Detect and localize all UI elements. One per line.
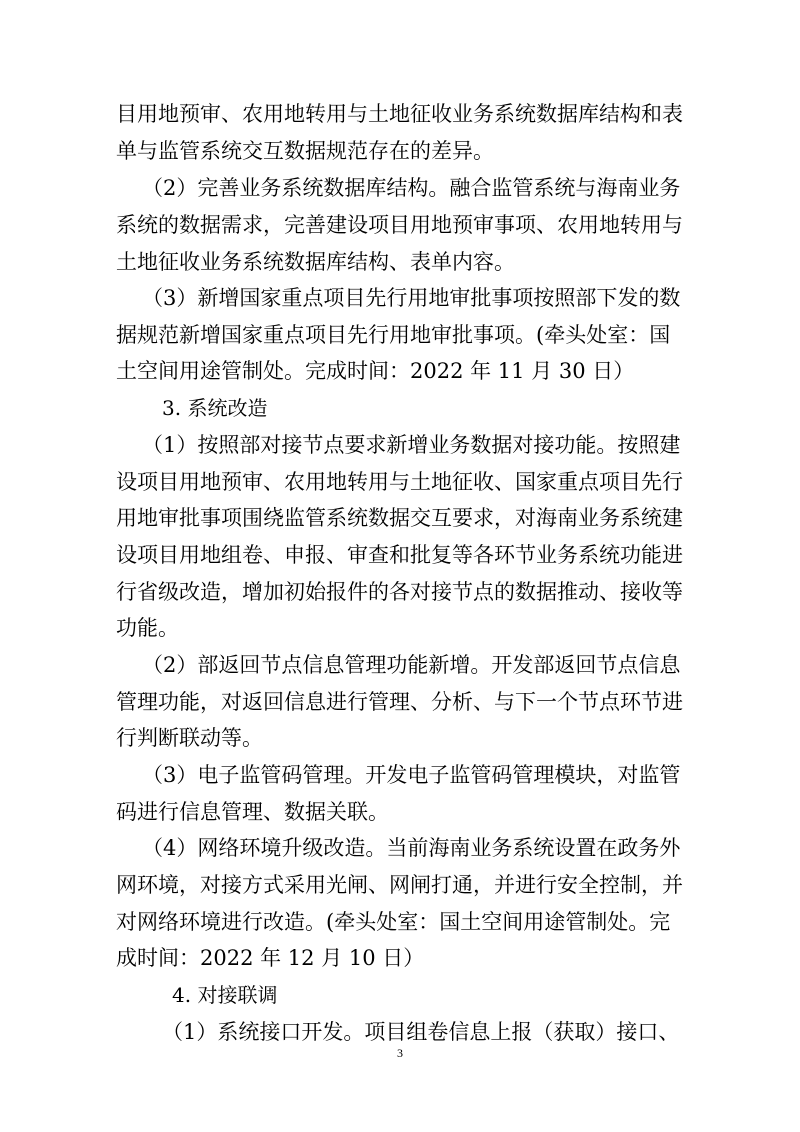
section-heading-4: 4. 对接联调: [172, 983, 278, 1007]
text-line-15: 功能。: [116, 616, 179, 640]
text-line-26: （1）系统接口开发。项目组卷信息上报（获取）接口、: [162, 1020, 680, 1044]
text-line-3: （2）完善业务系统数据库结构。融合监管系统与海南业务: [142, 176, 681, 200]
text-line-16: （2）部返回节点信息管理功能新增。开发部返回节点信息: [142, 653, 681, 677]
text-line-18: 行判断联动等。: [116, 726, 263, 750]
text-line-12: 用地审批事项围绕监管系统数据交互要求，对海南业务系统建: [116, 506, 683, 530]
text-line-5: 土地征收业务系统数据库结构、表单内容。: [116, 250, 515, 274]
text-line-22: 网环境，对接方式采用光闸、网闸打通，并进行安全控制，并: [116, 873, 683, 897]
text-line-10: （1）按照部对接节点要求新增业务数据对接功能。按照建: [142, 433, 681, 457]
text-line-24: 成时间：2022 年 12 月 10 日）: [116, 946, 425, 970]
text-line-11: 设项目用地预审、农用地转用与土地征收、国家重点项目先行: [116, 470, 683, 494]
text-line-8: 土空间用途管制处。完成时间：2022 年 11 月 30 日）: [116, 359, 635, 383]
text-line-23: 对网络环境进行改造。(牵头处室：国土空间用途管制处。完: [116, 910, 671, 934]
text-line-17: 管理功能，对返回信息进行管理、分析、与下一个节点环节进: [116, 690, 683, 714]
section-heading-3: 3. 系统改造: [162, 396, 268, 420]
text-line-20: 码进行信息管理、数据关联。: [116, 800, 389, 824]
text-line-1: 目用地预审、农用地转用与土地征收业务系统数据库结构和表: [116, 102, 683, 126]
text-line-2: 单与监管系统交互数据规范存在的差异。: [116, 139, 494, 163]
text-line-13: 设项目用地组卷、申报、审查和批复等各环节业务系统功能进: [116, 543, 683, 567]
text-line-4: 系统的数据需求，完善建设项目用地预审事项、农用地转用与: [116, 213, 683, 237]
text-line-19: （3）电子监管码管理。开发电子监管码管理模块，对监管: [142, 763, 681, 787]
page-number: 3: [397, 1046, 403, 1060]
text-line-21: （4）网络环境升级改造。当前海南业务系统设置在政务外: [142, 836, 681, 860]
text-line-7: 据规范新增国家重点项目先行用地审批事项。(牵头处室：国: [116, 323, 671, 347]
text-line-6: （3）新增国家重点项目先行用地审批事项按照部下发的数: [142, 286, 681, 310]
text-line-14: 行省级改造，增加初始报件的各对接节点的数据推动、接收等: [116, 580, 683, 604]
